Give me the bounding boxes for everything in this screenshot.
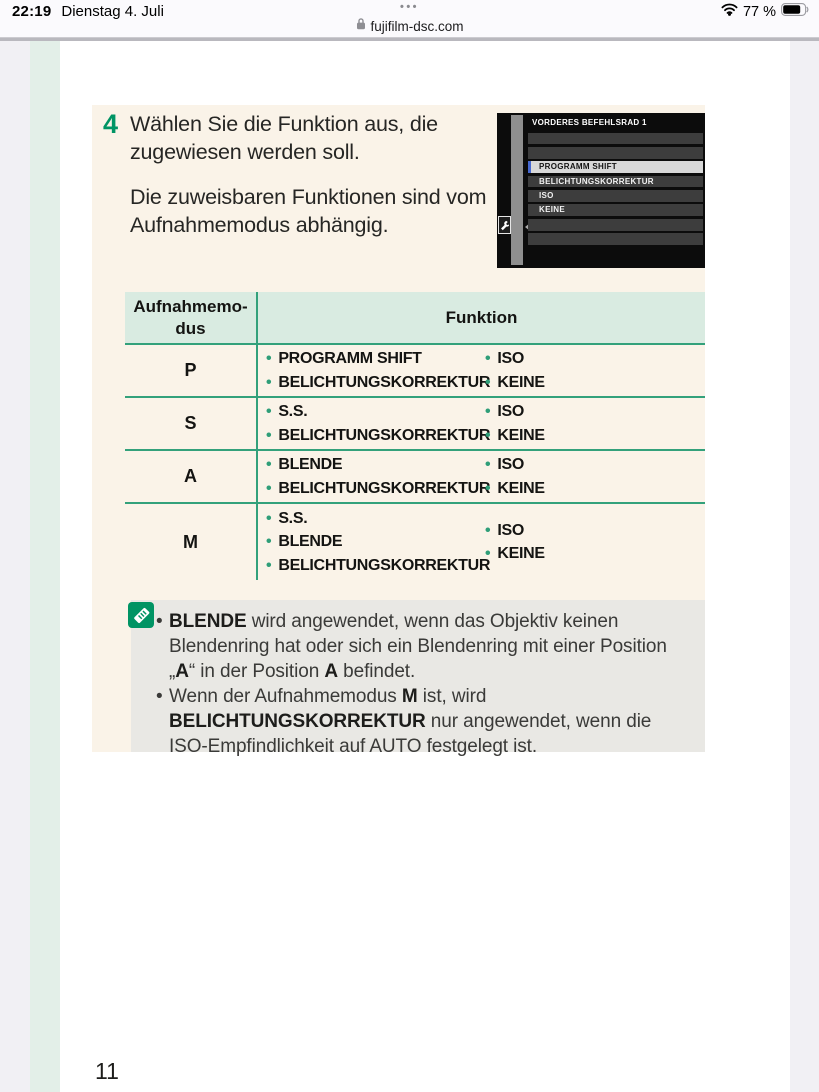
- function-item: • BELICHTUNGSKORREKTUR: [266, 371, 485, 395]
- camera-menu-title: VORDERES BEFEHLSRAD 1: [532, 118, 647, 127]
- camera-menu-item: [528, 219, 703, 231]
- function-item: • BELICHTUNGSKORREKTUR: [266, 477, 485, 501]
- table-row: [125, 345, 705, 398]
- function-item: • S.S.: [266, 400, 485, 424]
- note-bullet: [156, 609, 684, 684]
- mode-cell: S: [125, 398, 258, 449]
- url-domain: fujifilm-dsc.com: [370, 18, 464, 34]
- function-item: • PROGRAMM SHIFT: [266, 347, 485, 371]
- function-item: • S.S.: [266, 507, 485, 531]
- function-table: [125, 292, 705, 580]
- function-list: [485, 453, 705, 500]
- step-instructions: [130, 110, 492, 239]
- table-row: [125, 398, 705, 451]
- step-paragraph-1: Wählen Sie die Funktion aus, die zugewiesen werden soll.: [130, 112, 438, 164]
- tab-overflow-icon[interactable]: •••: [399, 1, 420, 13]
- clock: 22:19: [12, 3, 52, 20]
- camera-menu-list: [528, 133, 703, 248]
- note-bullet: [156, 684, 684, 759]
- note-text-segment: A: [324, 661, 338, 682]
- table-row: [125, 451, 705, 504]
- function-list: [266, 347, 491, 394]
- camera-menu-item: [528, 133, 703, 145]
- mode-cell: P: [125, 345, 258, 396]
- table-row: [125, 504, 705, 580]
- page-number: 11: [95, 1058, 119, 1084]
- note-text-segment: wird angewendet, wenn das Objektiv keinen Blendenring hat oder sich ein Blendenring mit einer Position „: [169, 611, 667, 682]
- function-item: • KEINE: [485, 477, 705, 501]
- mode-cell: M: [125, 504, 258, 580]
- function-item: • KEINE: [485, 424, 705, 448]
- function-list: [485, 347, 705, 394]
- column-header-function: Funktion: [445, 307, 518, 327]
- mode-header-line1: Aufnahmemo-: [133, 297, 248, 317]
- function-item: • BELICHTUNGSKORREKTUR: [266, 554, 485, 578]
- camera-menu-item: [528, 233, 703, 245]
- mode-cell: A: [125, 451, 258, 502]
- step-number: 4: [103, 109, 119, 139]
- statusbar-right: [721, 3, 809, 21]
- note-text-segment: Wenn der Aufnahmemodus: [169, 686, 402, 707]
- function-item: • ISO: [485, 519, 705, 543]
- memo-icon: [128, 602, 154, 628]
- function-list: [266, 507, 491, 578]
- statusbar-left: [12, 3, 164, 20]
- lock-icon: [355, 17, 365, 35]
- camera-menu-scrollbar: [511, 115, 523, 265]
- camera-menu-screenshot: [497, 113, 705, 268]
- note-text-segment: A: [175, 661, 189, 682]
- column-header-mode: [125, 292, 258, 343]
- browser-chrome: [0, 0, 819, 38]
- step-paragraph-2: Die zuweisbaren Funktionen sind vom Aufnahmemodus abhängig.: [130, 185, 487, 237]
- table-header-row: [125, 292, 705, 345]
- note-text-segment: nur angewendet, wenn die ISO-Empfindlichkeit auf AUTO festgelegt ist.: [169, 711, 652, 757]
- camera-menu-item: [528, 147, 703, 159]
- note-bullet-list: [156, 609, 695, 759]
- function-list: [485, 519, 705, 566]
- camera-menu-item: KEINE: [528, 204, 703, 216]
- page-top-shadow: [0, 38, 819, 41]
- note-panel: [131, 600, 705, 757]
- function-item: • BLENDE: [266, 453, 485, 477]
- function-item: • ISO: [485, 453, 705, 477]
- function-item: • KEINE: [485, 371, 705, 395]
- camera-menu-item-selected: PROGRAMM SHIFT: [528, 161, 703, 173]
- function-list: [266, 453, 491, 500]
- wifi-icon: [721, 3, 738, 21]
- note-text-segment: “ in der Position: [188, 661, 325, 682]
- function-item: • ISO: [485, 400, 705, 424]
- function-cell: [258, 451, 705, 502]
- manual-side-strip: [30, 40, 60, 1092]
- note-text-segment: befindet.: [337, 661, 416, 682]
- address-bar[interactable]: [355, 17, 463, 35]
- date: Dienstag 4. Juli: [61, 3, 164, 20]
- camera-menu-item: BELICHTUNGSKORREKTUR: [528, 176, 703, 188]
- battery-percent: 77 %: [742, 4, 776, 20]
- mode-header-line2: dus: [175, 318, 206, 338]
- note-text-segment: M: [401, 686, 418, 707]
- function-item: • KEINE: [485, 542, 705, 566]
- camera-menu-item: ISO: [528, 190, 703, 202]
- note-text-segment: BELICHTUNGSKORREKTUR: [169, 711, 426, 732]
- function-item: • BLENDE: [266, 530, 485, 554]
- wrench-icon: [498, 216, 511, 234]
- function-cell: [258, 398, 705, 449]
- note-text-segment: ist, wird: [417, 686, 487, 707]
- function-list: [485, 400, 705, 447]
- note-text-segment: BLENDE: [169, 611, 247, 632]
- function-cell: [258, 345, 705, 396]
- function-list: [266, 400, 491, 447]
- function-item: • ISO: [485, 347, 705, 371]
- function-cell: [258, 504, 705, 580]
- battery-icon: [781, 3, 809, 21]
- function-item: • BELICHTUNGSKORREKTUR: [266, 424, 485, 448]
